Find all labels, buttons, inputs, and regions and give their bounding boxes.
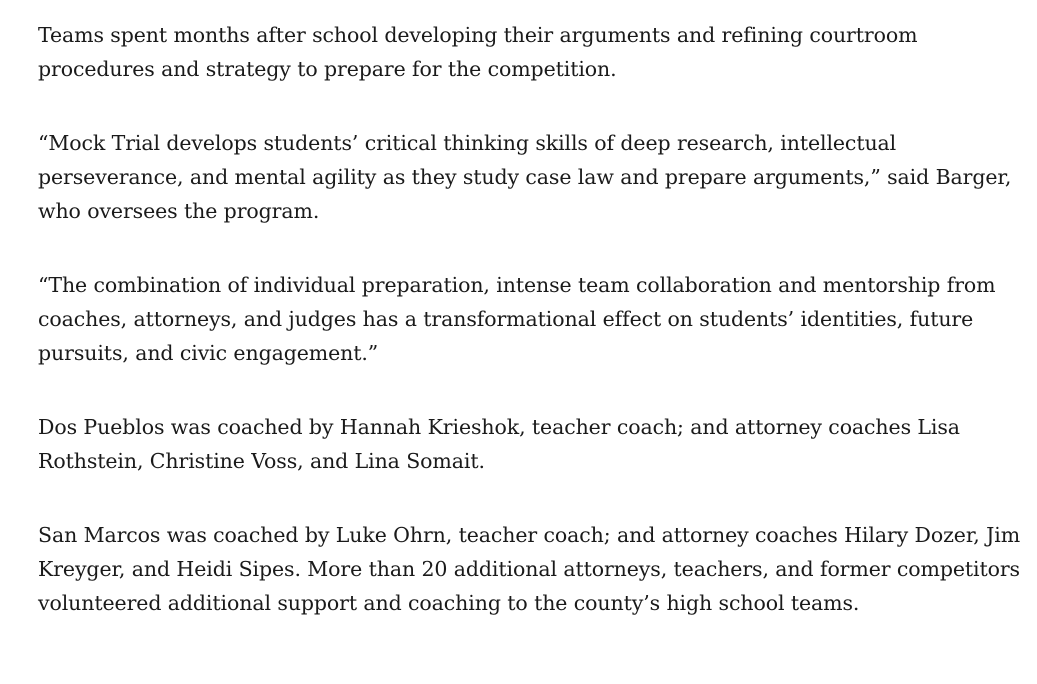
- paragraph-san-marcos-coaches: San Marcos was coached by Luke Ohrn, teacher coach; and attorney coaches Hilary Dozer, Jim Kreyger, and Heidi Sipes. More than 20 additional attorneys, teachers, and former competitors volunteered additional support and coaching to the county’s high school teams.: [38, 523, 1021, 615]
- paragraph-preparation: Teams spent months after school developing their arguments and refining courtroom procedures and strategy to prepare for the competition.: [38, 23, 918, 81]
- paragraph-combination-quote: “The combination of individual preparation, intense team collaboration and mentorship from coaches, attorneys, and judges has a transformational effect on students’ identities, future pursuits, and civic engagement.”: [38, 273, 996, 365]
- paragraph-barger-quote: “Mock Trial develops students’ critical thinking skills of deep research, intellectual perseverance, and mental agility as they study case law and prepare arguments,” said Barger, who oversees the program.: [38, 131, 1012, 223]
- article-body: [38, 18, 1028, 620]
- paragraph-dos-pueblos-coaches: Dos Pueblos was coached by Hannah Krieshok, teacher coach; and attorney coaches Lisa Rothstein, Christine Voss, and Lina Somait.: [38, 415, 960, 473]
